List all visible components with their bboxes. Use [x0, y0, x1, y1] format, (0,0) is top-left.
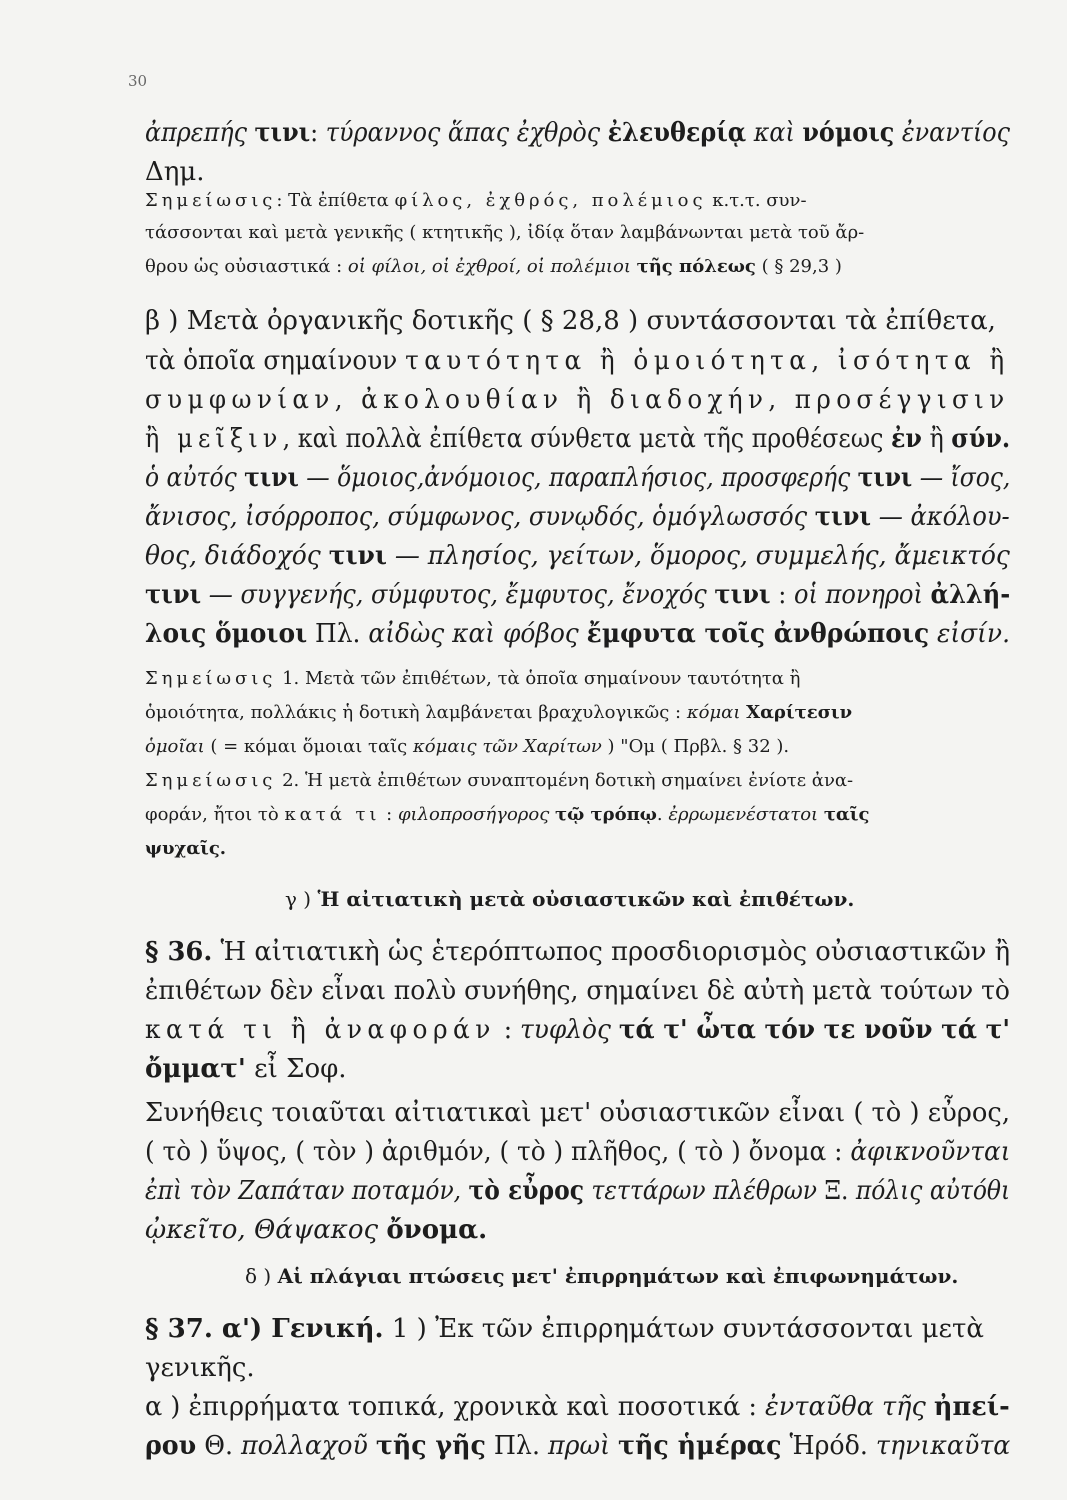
text-run: τῆς πόλεως: [636, 256, 756, 277]
text-run: ( = κόμαι ὅμοιαι ταῖς: [204, 736, 413, 757]
text-run: — ὅμοιος,ἀνόμοιος, παραπλήσιος, προσφερής: [298, 463, 858, 493]
text-run: Ἡ αἰτιατικὴ μετὰ οὐσιαστικῶν καὶ ἐπιθέτων.: [317, 887, 855, 911]
text-line: [145, 580, 1010, 610]
text-run: τῷ τρόπῳ: [555, 804, 657, 825]
text-run: αἰδὼς καὶ φόβος: [368, 619, 587, 649]
text-line: [145, 1314, 984, 1344]
text-run: τηνικαῦτα: [875, 1431, 1011, 1461]
text-run: λοις ὅμοιοι: [145, 619, 308, 649]
text-run: φοράν, ἤτοι τὸ: [145, 804, 285, 825]
text-run: Ἡρόδ.: [781, 1431, 876, 1461]
text-run: ψυχαῖς.: [145, 838, 227, 859]
text-run: ὄμματ': [145, 1054, 246, 1084]
text-run: :: [310, 118, 326, 148]
text-line: [245, 1264, 958, 1288]
text-line: [145, 702, 852, 723]
text-run: νόμοις: [802, 118, 895, 148]
text-line: [145, 346, 1010, 376]
text-run: τινι: [714, 580, 771, 610]
text-run: ἢ: [921, 424, 952, 454]
text-line: [145, 256, 842, 277]
text-run: κ.τ.τ. συν-: [706, 190, 807, 211]
text-run: § 36.: [145, 937, 213, 967]
text-run: τάσσονται καὶ μετὰ γενικῆς ( κτητικῆς ), ἰδίᾳ ὅταν λαμβάνωνται μετὰ τοῦ ἄρ-: [145, 222, 865, 243]
text-run: ) "Ομ ( Πρβλ. § 32 ).: [601, 736, 790, 757]
text-run: ἢ μεῖξιν: [145, 424, 283, 454]
text-line: [145, 804, 869, 825]
text-run: πόλις αὐτόθι: [855, 1176, 1011, 1206]
text-run: θρου ὡς οὐσιαστικά :: [145, 256, 348, 277]
text-run: ἄνισος, ἰσόρροπος, σύμφωνος, συνῳδός, ὁμόγλωσσός: [145, 502, 815, 532]
text-run: β ) Μετὰ ὀργανικῆς δοτικῆς ( § 28,8 ) συντάσσονται τὰ ἐπίθετα,: [145, 306, 996, 336]
text-run: ταυτότητα ἢ ὁμοιότητα, ἰσότητα ἢ: [405, 346, 1010, 376]
text-run: οἱ φίλοι, οἱ ἐχθροί, οἱ πολέμιοι: [347, 256, 637, 277]
text-run: ( § 29,3 ): [755, 256, 842, 277]
text-run: τὰ ὁποῖα σημαίνουν: [145, 346, 406, 376]
text-run: θος, διάδοχός: [145, 541, 329, 571]
text-run: πολλαχοῦ: [241, 1431, 376, 1461]
text-run: Ἡ αἰτιατικὴ ὡς ἑτερόπτωπος προσδιορισμὸς οὐσιαστικῶν ἢ: [212, 937, 1011, 967]
text-run: τινι: [328, 541, 387, 571]
text-run: πρωὶ: [548, 1431, 619, 1461]
text-run: ὁ αὐτός: [145, 463, 245, 493]
text-run: τῆς γῆς: [375, 1431, 486, 1461]
text-line: [145, 1431, 1010, 1461]
text-run: :: [495, 1015, 521, 1045]
text-line: [145, 838, 226, 859]
text-line: [145, 976, 1010, 1006]
text-line: [145, 937, 1010, 967]
text-run: — ἀκόλου-: [871, 502, 1010, 532]
text-run: τινι: [254, 118, 311, 148]
text-run: σύν.: [951, 424, 1011, 454]
text-run: ἐν: [890, 424, 922, 454]
text-run: κατά τι ἢ ἀναφοράν: [145, 1015, 496, 1045]
text-line: [145, 1137, 1010, 1167]
text-run: ( τὸ ) ὕψος, ( τὸν ) ἀριθμόν, ( τὸ ) πλῆθος, ( τὸ ) ὄνομα :: [145, 1137, 851, 1167]
text-run: ἐνταῦθα τῆς: [765, 1392, 934, 1422]
text-run: Πλ.: [307, 619, 369, 649]
text-run: Θ.: [196, 1431, 242, 1461]
text-run: εἰσίν.: [929, 619, 1010, 649]
text-line: [145, 619, 1010, 649]
text-run: ὄνομα.: [386, 1215, 488, 1245]
text-line: [145, 306, 996, 336]
text-line: [145, 1215, 487, 1245]
text-run: — ἴσος,: [912, 463, 1011, 493]
text-line: [145, 385, 1010, 415]
text-run: ταῖς: [823, 804, 870, 825]
text-run: Αἱ πλάγιαι πτώσεις μετ' ἐπιρρημάτων καὶ ἐπιφωνημάτων.: [277, 1264, 959, 1288]
text-run: τυφλὸς: [520, 1015, 619, 1045]
text-run: ἐπιθέτων δὲν εἶναι πολὺ συνήθης, σημαίνει δὲ αὐτὴ μετὰ τούτων τὸ: [145, 976, 1010, 1006]
text-run: τινι: [857, 463, 913, 493]
text-line: [145, 541, 1010, 571]
text-run: 2. Ἡ μετὰ ἐπιθέτων συναπτομένη δοτικὴ σημαίνει ἐνίοτε ἀνα-: [276, 770, 854, 791]
text-run: .: [656, 804, 669, 825]
text-run: ἀπρεπής: [145, 118, 255, 148]
text-run: συμφωνίαν, ἀκολουθίαν ἢ διαδοχήν, προσέγγισιν: [145, 385, 1010, 415]
text-line: [145, 463, 1010, 493]
text-line: [145, 1176, 1010, 1206]
text-run: , καὶ πολλὰ ἐπίθετα σύνθετα μετὰ τῆς προθέσεως: [282, 424, 891, 454]
text-line: [145, 668, 800, 689]
text-run: εἶ Σοφ.: [245, 1054, 347, 1084]
text-run: α ) ἐπιρρήματα τοπικά, χρονικὰ καὶ ποσοτικά :: [145, 1392, 766, 1422]
text-line: [145, 1054, 347, 1084]
text-run: Σημείωσις: [145, 770, 277, 791]
text-run: Σημείωσις: [145, 190, 277, 211]
text-line: [145, 1015, 1010, 1045]
text-run: Σημείωσις: [145, 668, 277, 689]
text-run: καὶ: [746, 118, 803, 148]
text-run: — συγγενής, σύμφυτος, ἔμφυτος, ἔνοχός: [201, 580, 715, 610]
text-run: ἔμφυτα τοῖς ἀνθρώποις: [586, 619, 930, 649]
text-line: [145, 424, 1010, 454]
text-run: Δημ.: [145, 157, 205, 187]
text-run: τεττάρων πλέθρων: [583, 1176, 818, 1206]
text-line: [145, 1098, 1010, 1128]
text-run: :: [380, 804, 398, 825]
text-run: Πλ.: [485, 1431, 549, 1461]
text-run: κόμαις τῶν Χαρίτων: [412, 736, 602, 757]
text-run: ἀλλή-: [930, 580, 1011, 610]
text-run: — πλησίος, γείτων, ὅμορος, συμμελής, ἄμεικτός: [386, 541, 1010, 571]
text-run: γ ): [285, 887, 318, 911]
text-run: τινι: [814, 502, 872, 532]
text-run: Χαρίτεσιν: [746, 702, 853, 723]
text-run: ἐλευθερίᾳ: [607, 118, 747, 148]
text-run: ὁμοῖαι: [145, 736, 205, 757]
text-run: τά τ' ὦτα τόν τε νοῦν τά τ': [618, 1015, 1010, 1045]
text-run: 1. Μετὰ τῶν ἐπιθέτων, τὰ ὁποῖα σημαίνουν ταυτότητα ἢ: [276, 668, 801, 689]
text-run: ἠπεί-: [933, 1392, 1010, 1422]
text-run: τύραννος ἅπας ἐχθρὸς: [325, 118, 608, 148]
text-run: ἐναντίος: [894, 118, 1011, 148]
text-line: [145, 1392, 1010, 1422]
text-run: κατά τι: [284, 804, 381, 825]
text-run: ρου: [145, 1431, 197, 1461]
text-run: Συνήθεις τοιαῦται αἰτιατικαὶ μετ' οὐσιαστικῶν εἶναι ( τὸ ) εὖρος,: [145, 1098, 1011, 1128]
text-line: [285, 887, 854, 911]
text-run: ὁμοιότητα, πολλάκις ἡ δοτικὴ λαμβάνεται βραχυλογικῶς :: [145, 702, 687, 723]
text-run: :: [770, 580, 794, 610]
text-run: τῆς ἡμέρας: [618, 1431, 782, 1461]
text-run: τινι: [145, 580, 202, 610]
text-run: Ξ.: [817, 1176, 856, 1206]
text-run: 1 ) Ἐκ τῶν ἐπιρρημάτων συντάσσονται μετὰ: [383, 1314, 984, 1344]
text-line: [145, 222, 864, 243]
text-run: ἀφικνοῦνται: [850, 1137, 1011, 1167]
text-run: φίλος, ἐχθρός, πολέμιος: [394, 190, 707, 211]
text-run: φιλοπροσήγορος: [397, 804, 555, 825]
text-run: οἱ πονηροὶ: [793, 580, 931, 610]
text-run: κόμαι: [686, 702, 747, 723]
text-run: τὸ εὖρος: [468, 1176, 584, 1206]
text-run: γενικῆς.: [145, 1353, 255, 1383]
text-run: δ ): [245, 1264, 278, 1288]
text-line: [145, 157, 205, 187]
page-number: 30: [128, 72, 148, 90]
text-line: [145, 118, 1010, 148]
text-line: [145, 736, 789, 757]
text-line: [145, 770, 853, 791]
text-line: [145, 1353, 255, 1383]
text-run: ἐπὶ τὸν Ζαπάταν ποταμόν,: [145, 1176, 469, 1206]
text-line: [145, 502, 1010, 532]
text-run: τινι: [244, 463, 299, 493]
text-run: : Τὰ ἐπίθετα: [276, 190, 395, 211]
text-line: [145, 190, 807, 211]
text-run: ἐρρωμενέστατοι: [668, 804, 824, 825]
text-run: ᾠκεῖτο, Θάψακος: [145, 1215, 387, 1245]
text-run: § 37. α') Γενική.: [145, 1314, 384, 1344]
